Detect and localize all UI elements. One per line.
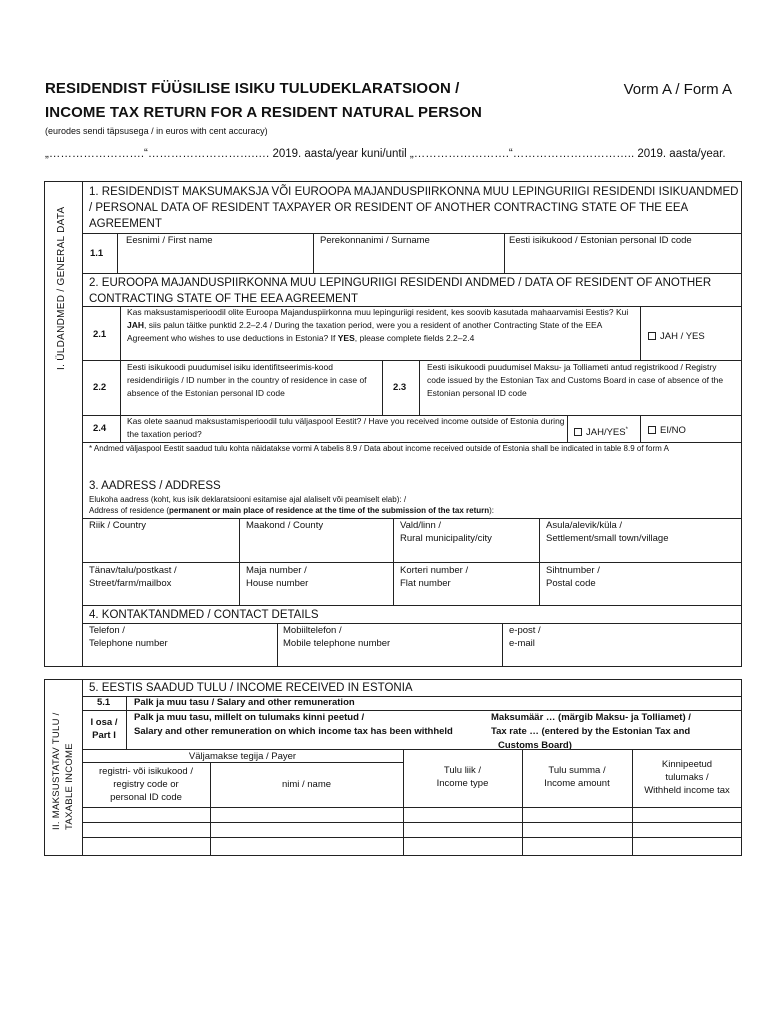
divider	[313, 233, 314, 273]
part1-side-label: I. ÜLDANDMED / GENERAL DATA	[56, 206, 67, 370]
row-2-2-number: 2.2	[93, 382, 107, 393]
checkbox-icon	[648, 332, 656, 340]
municipality-label-en: Rural municipality/city	[400, 533, 492, 544]
col-income-amount-2: Income amount	[544, 778, 610, 789]
section3-title: 3. AADRESS / ADDRESS	[89, 480, 221, 492]
col-income-type-2: Income type	[436, 778, 489, 789]
section2-title: 2. EUROOPA MAJANDUSPIIRKONNA MUU LEPINGURIIGI RESIDENDI ANDMED / DATA OF RESIDENT OF ANOTHER CONTRACTING STATE OF THE EEA AGREEMENT	[89, 277, 712, 305]
part-i-description-en: Salary and other remuneration on which income tax has been withheld	[134, 726, 453, 737]
table-row[interactable]	[83, 808, 741, 822]
house-number-field[interactable]	[246, 564, 308, 590]
personal-id-field[interactable]: Eesti isikukood / Estonian personal ID code	[509, 235, 692, 246]
col-withheld-tax-2: tulumaks /	[665, 772, 709, 783]
part1-side-divider	[82, 181, 83, 667]
municipality-label: Vald/linn /	[400, 520, 442, 531]
divider	[126, 696, 127, 749]
col-withheld-tax	[632, 758, 742, 797]
tax-rate-note-3: Customs Board)	[498, 740, 572, 751]
address-note-1: Elukoha aadress (koht, kus isik deklaratsiooni esitamise ajal alaliselt või peamiselt elab): /	[89, 495, 407, 504]
phone-label-en: Telephone number	[89, 638, 168, 649]
country-field[interactable]: Riik / Country	[89, 520, 147, 531]
row-2-3-number: 2.3	[393, 382, 407, 393]
phone-field[interactable]	[89, 624, 168, 650]
municipality-field[interactable]	[400, 519, 492, 545]
section4-title: 4. KONTAKTANDMED / CONTACT DETAILS	[89, 609, 319, 621]
part2-side-label-2: TAXABLE INCOME	[64, 743, 75, 830]
section1-title: 1. RESIDENDIST MAKSUMAKSJA VÕI EUROOPA MAJANDUSPIIRKONNA MUU LEPINGURIIGI RESIDENDI ISIKUANDMED / PERSONAL DATA OF RESIDENT TAXPAYER OR RESIDENT OF ANOTHER CONTRACTING STATE OF THE EEA AGREEMENT	[89, 186, 739, 230]
checkbox-icon	[574, 428, 582, 436]
street-label: Tänav/talu/postkast /	[89, 565, 177, 576]
checkbox-icon	[648, 426, 656, 434]
part-i-description-et: Palk ja muu tasu, millelt on tulumaks kinni peetud /	[134, 712, 365, 723]
form-label: Vorm A / Form A	[623, 81, 732, 98]
foreign-income-yes-checkbox[interactable]: JAH/YES*	[574, 424, 628, 439]
house-label: Maja number /	[246, 565, 307, 576]
col-income-amount	[522, 764, 632, 790]
divider	[82, 562, 742, 563]
row-2-4-question: Kas olete saanud maksustamisperioodil tulu väljaspool Eestit? / Have you received income outside of Estonia during the taxation period?	[127, 416, 565, 439]
email-label: e-post /	[509, 625, 541, 636]
table-row[interactable]	[83, 823, 741, 837]
settlement-field[interactable]	[546, 519, 669, 545]
divider	[640, 415, 641, 442]
part-i-description	[134, 711, 453, 739]
tax-rate-note-2: Tax rate … (entered by the Estonian Tax and	[491, 726, 691, 737]
county-field[interactable]: Maakond / County	[246, 520, 324, 531]
col-payer-name: nimi / name	[281, 779, 332, 790]
divider	[419, 360, 420, 415]
row-2-3-registry-code-field[interactable]: Eesti isikukoodi puudumisel Maksu- ja Tolliameti antud registrikood / Registry code issued by the Estonian Tax and Customs Board in case of absence of the Estonian personal ID code	[427, 362, 724, 398]
tax-rate-note-1: Maksumäär … (märgib Maksu- ja Tolliamet) /	[491, 712, 691, 723]
postal-label-en: Postal code	[546, 578, 596, 589]
col-income-amount-1: Tulu summa /	[548, 765, 606, 776]
email-field[interactable]	[509, 624, 541, 650]
postal-label: Sihtnumber /	[546, 565, 600, 576]
part-i-label-en: Part I	[92, 730, 116, 741]
title-line-2: INCOME TAX RETURN FOR A RESIDENT NATURAL PERSON	[45, 104, 482, 121]
section5-title: 5. EESTIS SAADUD TULU / INCOME RECEIVED IN ESTONIA	[89, 682, 413, 694]
accuracy-note: (eurodes sendi täpsusega / in euros with cent accuracy)	[45, 126, 268, 136]
row-5-1-label: Palk ja muu tasu / Salary and other remuneration	[134, 697, 355, 708]
payer-header: Väljamakse tegija / Payer	[188, 751, 297, 762]
divider	[502, 623, 503, 667]
divider	[82, 273, 742, 274]
period-line[interactable]: „…………………….“……………………….…. 2019. aasta/year kuni/until „…………………….“………………………….. 2019. aasta/year.	[45, 148, 726, 160]
divider	[640, 306, 641, 360]
house-label-en: House number	[246, 578, 309, 589]
email-label-en: e-mail	[509, 638, 535, 649]
divider	[82, 623, 742, 624]
row-2-2-foreign-id-field[interactable]: Eesti isikukoodi puudumisel isiku identifitseerimis-kood residendiriigis / ID number in the country of residence in case of absence of the Estonian personal ID code	[127, 362, 367, 398]
table-row[interactable]	[83, 838, 741, 855]
part-i-label	[84, 716, 124, 742]
footnote: * Andmed väljaspool Eestit saadud tulu kohta näidatakse vormi A tabelis 8.9 / Data about income received outside of Estonia shall be indicated in table 8.9 of form A	[89, 444, 669, 453]
col-registry-code	[82, 765, 210, 804]
street-field[interactable]	[89, 564, 177, 590]
col-registry-code-1: registri- või isikukood /	[99, 766, 193, 777]
street-label-en: Street/farm/mailbox	[89, 578, 172, 589]
divider	[504, 233, 505, 273]
divider	[382, 360, 383, 415]
tax-rate-note	[491, 711, 691, 753]
flat-number-field[interactable]	[400, 564, 468, 590]
title-line-1: RESIDENDIST FÜÜSILISE ISIKU TULUDEKLARATSIOON /	[45, 80, 460, 97]
row-5-1-number: 5.1	[97, 697, 111, 708]
col-registry-code-2: registry code or	[113, 779, 179, 790]
first-name-field[interactable]: Eesnimi / First name	[126, 235, 213, 246]
mobile-field[interactable]	[283, 624, 390, 650]
mobile-label-en: Mobile telephone number	[283, 638, 391, 649]
part2-side-label-1: II. MAKSUSTATAV TULU /	[51, 712, 62, 830]
row-2-1-question: Kas maksustamisperioodil olite Euroopa Majanduspiirkonna muu lepinguriigi resident, kes soovib kasutada mahaarvamisi Eestis? Kui JAH, siis palun täitke punktid 2.2–2.4 / During the taxation period, were you a resident of another Contracting State of the EEA Agreement who wishes to use deductions in Estonia? If YES, please complete fields 2.2–2.4	[127, 307, 629, 343]
mobile-label: Mobiiltelefon /	[283, 625, 342, 636]
phone-label: Telefon /	[89, 625, 125, 636]
settlement-label: Asula/alevik/küla /	[546, 520, 623, 531]
foreign-income-no-checkbox[interactable]: EI/NO	[648, 424, 686, 437]
postal-code-field[interactable]	[546, 564, 600, 590]
flat-label-en: Flat number	[400, 578, 451, 589]
col-income-type-1: Tulu liik /	[443, 765, 482, 776]
address-note-2: Address of residence (permanent or main place of residence at the time of the submission of the tax return):	[89, 506, 495, 515]
col-registry-code-3: personal ID code	[110, 792, 182, 803]
col-income-type	[403, 764, 522, 790]
surname-field[interactable]: Perekonnanimi / Surname	[320, 235, 430, 246]
settlement-label-en: Settlement/small town/village	[546, 533, 669, 544]
row-2-1-number: 2.1	[93, 329, 107, 340]
divider	[82, 605, 742, 606]
col-withheld-tax-3: Withheld income tax	[644, 785, 730, 796]
divider	[567, 415, 568, 442]
part-i-label-et: I osa /	[90, 717, 118, 728]
divider	[117, 233, 118, 273]
flat-label: Korteri number /	[400, 565, 469, 576]
divider	[120, 415, 121, 442]
divider	[277, 623, 278, 667]
row-2-4-number: 2.4	[93, 423, 107, 434]
eea-resident-yes-checkbox[interactable]: JAH / YES	[648, 330, 705, 343]
col-withheld-tax-1: Kinnipeetud	[661, 759, 713, 770]
row-1-1-number: 1.1	[90, 248, 104, 259]
